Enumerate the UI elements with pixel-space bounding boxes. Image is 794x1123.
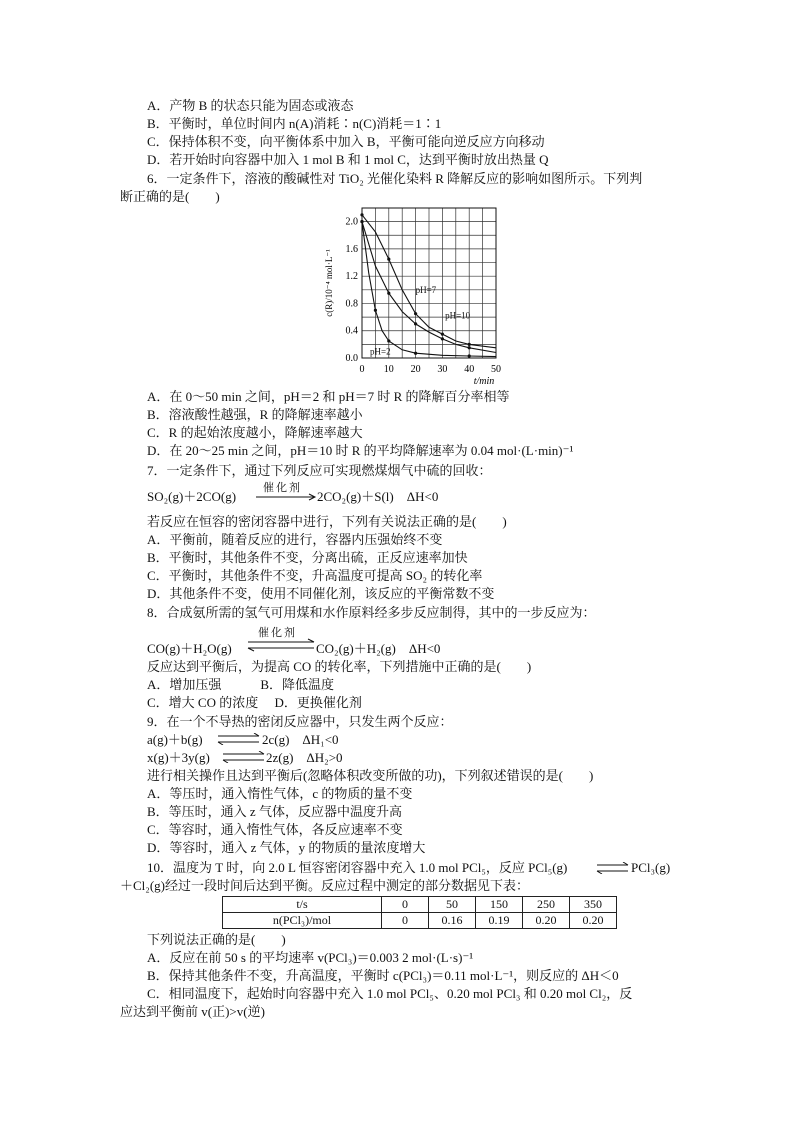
q7-equation-right: 2CO₂(g)＋S(l) ΔH<0 — [317, 489, 439, 504]
q9-eq1-right: 2c(g) ΔH₁<0 — [262, 732, 339, 747]
q9-option-c: C．等容时，通入惰性气体，各反应速率不变 — [147, 822, 403, 837]
data-point — [414, 312, 417, 315]
q6-stem-cont: 断正确的是( ) — [120, 189, 220, 204]
y-tick-label: 2.0 — [345, 216, 358, 228]
q9-stem-2: 进行相关操作且达到平衡后(忽略体积改变所做的功)，下列叙述错误的是( ) — [147, 768, 594, 783]
q9-option-a: A．等压时，通入惰性气体，c 的物质的量不变 — [147, 786, 413, 801]
y-axis-label: c(R)/10⁻⁴ mol·L⁻¹ — [324, 249, 334, 317]
data-point — [441, 337, 444, 340]
data-point — [468, 343, 471, 346]
q9-stem: 9．在一个不导热的密闭反应器中，只发生两个反应： — [147, 714, 453, 729]
data-point — [468, 354, 471, 357]
data-point — [374, 309, 377, 312]
table-cell: 0 — [382, 913, 429, 929]
y-tick-label: 1.2 — [345, 271, 358, 283]
q9-eq1-arrow — [217, 733, 261, 745]
q7-option-a: A．平衡前，随着反应的进行，容器内压强始终不变 — [147, 532, 443, 547]
series-label: pH=10 — [445, 310, 471, 321]
x-tick-label: 10 — [383, 364, 394, 375]
x-tick-label: 20 — [410, 364, 421, 375]
q10-equilibrium-arrow — [596, 862, 630, 874]
x-tick-label: 0 — [359, 364, 365, 375]
q10-stem-cont: ＋Cl₂(g)经过一段时间后达到平衡。反应过程中测定的部分数据见下表： — [120, 878, 529, 893]
x-tick-label: 50 — [491, 364, 501, 375]
data-point — [387, 292, 390, 295]
y-tick-label: 0.8 — [345, 298, 358, 310]
table-cell: 150 — [476, 897, 523, 913]
q10-stem-2: 下列说法正确的是( ) — [147, 932, 286, 947]
q8-equation-left: CO(g)＋H₂O(g) — [147, 641, 232, 656]
q9-option-d: D．等容时，通入 z 气体，y 的物质的量浓度增大 — [147, 840, 426, 855]
q9-eq2-arrow — [222, 751, 266, 763]
data-point — [360, 213, 363, 216]
y-tick-label: 0.4 — [345, 325, 358, 337]
x-tick-label: 40 — [464, 364, 475, 375]
q8-equilibrium-arrow — [246, 638, 316, 652]
q6-option-c: C．R 的起始浓度越小，降解速率越大 — [147, 425, 363, 440]
q8-stem-2: 反应达到平衡后，为提高 CO 的转化率，下列措施中正确的是( ) — [147, 659, 532, 674]
q10-option-c: C．相同温度下，起始时向容器中充入 1.0 mol PCl₅、0.20 mol PCl₃ 和 0.20 mol Cl₂，反 — [147, 986, 633, 1001]
data-point — [387, 339, 390, 342]
table-cell: 350 — [570, 897, 617, 913]
q9-eq2-right: 2z(g) ΔH₂>0 — [266, 750, 343, 765]
table-cell: 0.16 — [429, 913, 476, 929]
q5-option-b: B．平衡时，单位时间内 n(A)消耗∶n(C)消耗＝1∶1 — [147, 116, 442, 131]
q8-catalyst-label: 催化剂 — [258, 627, 297, 639]
q7-stem: 7．一定条件下，通过下列反应可实现燃煤烟气中硫的回收： — [147, 463, 492, 478]
q8-options-cd: C．增大 CO 的浓度 D．更换催化剂 — [147, 695, 362, 710]
q6-option-d: D．在 20～25 min 之间，pH＝10 时 R 的平均降解速率为 0.04 mol·(L·min)⁻¹ — [147, 443, 574, 458]
y-tick-label: 1.6 — [345, 243, 358, 255]
q6-stem: 6．一定条件下，溶液的酸碱性对 TiO₂ 光催化染料 R 降解反应的影响如图所示。下列判 — [147, 171, 643, 186]
q8-equation-right: CO₂(g)＋H₂(g) ΔH<0 — [316, 641, 441, 656]
q8-options-ab: A．增加压强 B．降低温度 — [147, 677, 335, 692]
table-header-time: t/s — [223, 897, 382, 913]
table-cell: 50 — [429, 897, 476, 913]
q6-option-b: B．溶液酸性越强，R 的降解速率越小 — [147, 407, 363, 422]
table-cell: 0.19 — [476, 913, 523, 929]
table-cell: 0 — [382, 897, 429, 913]
data-point — [414, 352, 417, 355]
x-axis-label: t/min — [473, 376, 495, 387]
series-label: pH=2 — [370, 346, 391, 357]
q5-option-c: C．保持体积不变，向平衡体系中加入 B，平衡可能向逆反应方向移动 — [147, 134, 545, 149]
data-point — [360, 220, 363, 223]
q7-option-d: D．其他条件不变，使用不同催化剂，该反应的平衡常数不变 — [147, 586, 495, 601]
q10-stem-product: PCl₃(g) — [631, 860, 671, 875]
q5-option-a: A．产物 B 的状态只能为固态或液态 — [147, 98, 354, 113]
q9-option-b: B．等压时，通入 z 气体，反应器中温度升高 — [147, 804, 402, 819]
pcl3-data-table — [222, 896, 617, 929]
q7-option-b: B．平衡时，其他条件不变，分离出硫，正反应速率加快 — [147, 550, 468, 565]
data-point — [468, 346, 471, 349]
q7-stem-2: 若反应在恒容的密闭容器中进行，下列有关说法正确的是( ) — [147, 514, 507, 529]
q10-option-c-cont: 应达到平衡前 v(正)>v(逆) — [120, 1004, 265, 1019]
q10-stem: 10．温度为 T 时，向 2.0 L 恒容密闭容器中充入 1.0 mol PCl₅，反应 PCl₅(g) — [147, 860, 568, 875]
table-cell: 250 — [523, 897, 570, 913]
q9-eq2-left: x(g)＋3y(g) — [147, 750, 210, 765]
q10-option-b: B．保持其他条件不变，升高温度，平衡时 c(PCl₃)＝0.11 mol·L⁻¹，则反应的 ΔH＜0 — [147, 968, 619, 983]
degradation-chart — [318, 200, 508, 392]
series-label: pH=7 — [415, 285, 437, 296]
table-row — [223, 897, 617, 913]
q7-catalyst-label: 催化剂 — [263, 482, 302, 494]
table-cell: 0.20 — [523, 913, 570, 929]
q7-option-c: C．平衡时，其他条件不变，升高温度可提高 SO₂ 的转化率 — [147, 568, 483, 583]
data-point — [414, 322, 417, 325]
data-point — [441, 333, 444, 336]
table-row — [223, 913, 617, 929]
data-point — [387, 258, 390, 261]
table-cell: 0.20 — [570, 913, 617, 929]
q6-option-a: A．在 0～50 min 之间，pH＝2 和 pH＝7 时 R 的降解百分率相等 — [147, 389, 510, 404]
q9-eq1-left: a(g)＋b(g) — [147, 732, 203, 747]
q7-equation-left: SO₂(g)＋2CO(g) — [147, 489, 237, 504]
q10-option-a: A．反应在前 50 s 的平均速率 v(PCl₃)＝0.003 2 mol·(L·s)⁻¹ — [147, 950, 474, 965]
x-tick-label: 30 — [437, 364, 448, 375]
q8-stem: 8．合成氨所需的氢气可用煤和水作原料经多步反应制得，其中的一步反应为： — [147, 605, 596, 620]
y-tick-label: 0.0 — [345, 353, 358, 364]
q7-forward-arrow — [255, 492, 317, 502]
table-header-amount: n(PCl₃)/mol — [223, 913, 382, 929]
q5-option-d: D．若开始时向容器中加入 1 mol B 和 1 mol C，达到平衡时放出热量 Q — [147, 152, 549, 167]
